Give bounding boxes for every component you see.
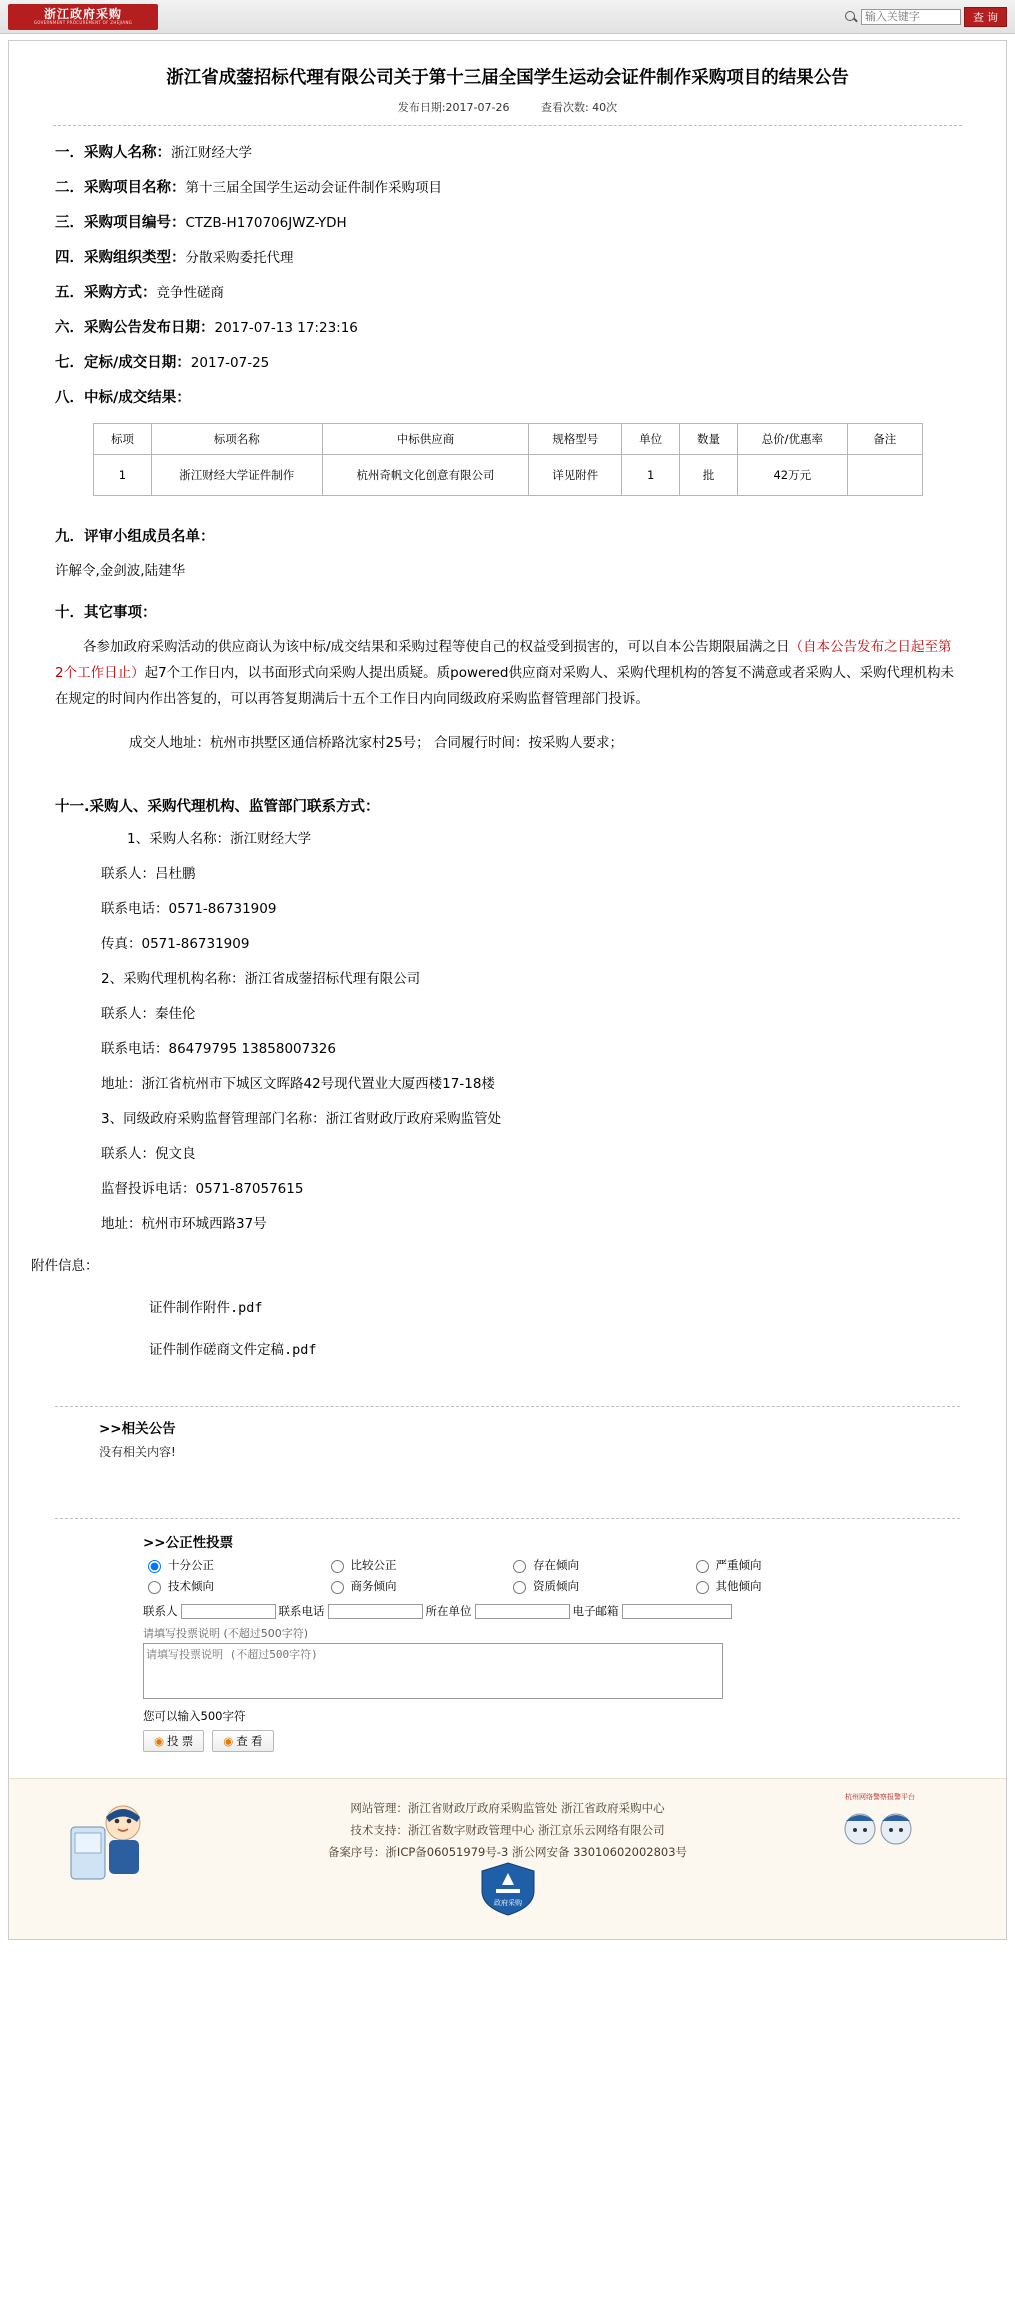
- vote-option-4-label: 严重倾向: [715, 1558, 762, 1572]
- vote-option-6-label: 商务倾向: [350, 1579, 397, 1593]
- attachments-title: 附件信息：: [31, 1258, 99, 1274]
- section-3: [55, 212, 1006, 234]
- th-6: 总价/优惠率: [738, 424, 848, 455]
- vote-view-label: 查 看: [236, 1736, 263, 1748]
- contact-line-4: 传真：0571-86731909: [101, 936, 250, 952]
- footer-line-3-text[interactable]: 备案序号：浙ICP备06051979号-3 浙公网安备 33010602002803号: [327, 1845, 688, 1859]
- section-10-paragraph-2: 成交人地址：杭州市拱墅区通信桥路沈家村25号； 合同履行时间：按采购人要求；: [129, 735, 623, 751]
- section-7-value: 2017-07-25: [190, 355, 270, 371]
- section-7-label: 七．定标/成交日期：: [55, 355, 191, 371]
- contact-line-10: 联系人：倪文良: [101, 1146, 196, 1162]
- site-logo[interactable]: [8, 4, 158, 30]
- vote-radio-8[interactable]: [696, 1581, 709, 1594]
- section-4-label: 四．采购组织类型：: [55, 250, 186, 266]
- vote-title: >>公正性投票: [143, 1535, 234, 1551]
- vote-textarea-hint: 请填写投票说明 (不超过500字符): [143, 1627, 309, 1640]
- contact-line-11: 监督投诉电话：0571-87057615: [101, 1181, 304, 1197]
- section-2: [55, 177, 1006, 199]
- vote-buttons: [143, 1730, 873, 1752]
- section-8-label: 八．中标/成交结果：: [55, 390, 191, 406]
- vote-option-1-label: 十分公正: [168, 1558, 214, 1572]
- article-meta: [9, 99, 1006, 115]
- section-3-value: CTZB-H170706JWZ-YDH: [185, 215, 347, 231]
- attachment-link-1[interactable]: 证件制作附件.pdf: [149, 1300, 263, 1316]
- vote-field-2-label: 联系电话: [278, 1604, 325, 1618]
- td-0-6: 42万元: [738, 455, 848, 496]
- svg-text:政府采购: 政府采购: [493, 1899, 522, 1907]
- td-0-2: 杭州奇帆文化创意有限公司: [322, 455, 529, 496]
- section-5-value: 竞争性磋商: [156, 285, 224, 301]
- vote-email-input[interactable]: [622, 1604, 732, 1619]
- contact-line-1: 1、采购人名称：浙江财经大学: [127, 831, 312, 847]
- section-6: [55, 317, 1006, 339]
- section-6-value: 2017-07-13 17:23:16: [214, 320, 358, 336]
- section-5: [55, 282, 1006, 304]
- section-9-title: 九．评审小组成员名单：: [55, 529, 215, 545]
- vote-option-1[interactable]: [143, 1557, 326, 1573]
- page-title: 浙江省成蓥招标代理有限公司关于第十三届全国学生运动会证件制作采购项目的结果公告: [166, 68, 849, 88]
- section-1-value: 浙江财经大学: [171, 145, 252, 161]
- section-1-label: 一．采购人名称：: [55, 145, 171, 161]
- contact-line-7: 联系电话：86479795 13858007326: [101, 1041, 336, 1057]
- cyber-police-icon[interactable]: [810, 1789, 950, 1869]
- vote-option-2[interactable]: [326, 1557, 509, 1573]
- vote-option-8[interactable]: [691, 1578, 874, 1594]
- section-6-label: 六．采购公告发布日期：: [55, 320, 215, 336]
- para-10-1-a: 各参加政府采购活动的供应商认为该中标/成交结果和采购过程等使自己的权益受到损害的，可以自本公告期限届满之日: [83, 639, 790, 655]
- vote-box: [143, 1531, 873, 1752]
- vote-option-5-label: 技术倾向: [168, 1579, 214, 1593]
- related-title: >>相关公告: [99, 1421, 176, 1437]
- vote-submit-label: 投 票: [167, 1736, 194, 1748]
- view-count: 查看次数: 40次: [540, 101, 618, 114]
- contact-line-3: 联系电话：0571-86731909: [101, 901, 277, 917]
- divider-top: [53, 125, 962, 126]
- footer-line-1: 网站管理：浙江省财政厅政府采购监管处 浙江省政府采购中心: [350, 1801, 665, 1815]
- vote-option-2-label: 比较公正: [350, 1558, 397, 1572]
- vote-contact-phone-input[interactable]: [328, 1604, 423, 1619]
- contact-line-9: 3、同级政府采购监督管理部门名称：浙江省财政厅政府采购监管处: [101, 1111, 502, 1127]
- section-5-label: 五．采购方式：: [55, 285, 157, 301]
- section-2-value: 第十三届全国学生运动会证件制作采购项目: [185, 180, 442, 196]
- vote-option-7[interactable]: [508, 1578, 691, 1594]
- th-7: 备注: [847, 424, 922, 455]
- section-10-paragraph-1: [55, 634, 960, 712]
- vote-option-5[interactable]: [143, 1578, 326, 1594]
- section-1: [55, 142, 1006, 164]
- contact-line-8: 地址：浙江省杭州市下城区文晖路42号现代置业大厦西楼17-18楼: [101, 1076, 495, 1092]
- vote-radio-6[interactable]: [331, 1581, 344, 1594]
- top-bar: [0, 0, 1015, 34]
- svg-text:杭州网络警察报警平台: 杭州网络警察报警平台: [845, 1793, 915, 1801]
- vote-option-8-label: 其他倾向: [715, 1579, 762, 1593]
- vote-contact-name-input[interactable]: [181, 1604, 276, 1619]
- contact-line-6: 联系人：秦佳伦: [101, 1006, 196, 1022]
- vote-option-6[interactable]: [326, 1578, 509, 1594]
- td-0-7: [847, 455, 922, 496]
- td-0-1: 浙江财经大学证件制作: [151, 455, 322, 496]
- site-logo-subtitle: GOVERNMENT PROCUREMENT OF ZHEJIANG: [33, 19, 133, 25]
- section-3-label: 三．采购项目编号：: [55, 215, 186, 231]
- vote-radio-3[interactable]: [513, 1560, 526, 1573]
- site-logo-title: 浙江政府采购: [43, 6, 122, 21]
- search-icon: [844, 10, 858, 24]
- td-0-5: 批: [680, 455, 738, 496]
- td-0-0: 1: [94, 455, 152, 496]
- bullet-icon-2: ◉: [223, 1736, 234, 1748]
- th-3: 规格型号: [529, 424, 622, 455]
- result-table: [93, 423, 923, 496]
- th-0: 标项: [94, 424, 152, 455]
- th-2: 中标供应商: [322, 424, 529, 455]
- vote-option-7-label: 资质倾向: [533, 1579, 579, 1593]
- procurement-shield-icon[interactable]: [478, 1861, 538, 1917]
- vote-radio-7[interactable]: [513, 1581, 526, 1594]
- vote-field-1-label: 联系人: [143, 1604, 178, 1618]
- attachment-link-2[interactable]: 证件制作磋商文件定稿.pdf: [149, 1342, 317, 1358]
- vote-radio-4[interactable]: [696, 1560, 709, 1573]
- section-8: [55, 387, 1006, 409]
- section-4: [55, 247, 1006, 269]
- related-announcements: [55, 1406, 960, 1460]
- vote-company-input[interactable]: [475, 1604, 570, 1619]
- para-10-1-highlight: （自本公告发布之日起至第2个工作日止）: [55, 639, 952, 681]
- vote-option-3[interactable]: [508, 1557, 691, 1573]
- result-table-wrap: [93, 423, 1006, 496]
- search-area: [844, 7, 1007, 27]
- search-input[interactable]: [861, 9, 961, 25]
- contact-line-5: 2、采购代理机构名称：浙江省成蓥招标代理有限公司: [101, 971, 421, 987]
- td-0-3: 详见附件: [529, 455, 622, 496]
- th-4: 单位: [622, 424, 680, 455]
- vote-submit-button[interactable]: [143, 1730, 204, 1752]
- vote-field-4-label: 电子邮箱: [572, 1604, 619, 1618]
- vote-field-3-label: 所在单位: [425, 1604, 472, 1618]
- section-7: [55, 352, 1006, 374]
- bullet-icon: ◉: [154, 1736, 165, 1748]
- vote-radio-1[interactable]: [148, 1560, 161, 1573]
- td-0-4: 1: [622, 455, 680, 496]
- mascot-police-icon: [65, 1787, 157, 1887]
- section-4-value: 分散采购委托代理: [185, 250, 294, 266]
- vote-option-4[interactable]: [691, 1557, 874, 1573]
- vote-char-counter: 您可以输入500字符: [143, 1709, 246, 1723]
- vote-radio-5[interactable]: [148, 1581, 161, 1594]
- section-9-value: 许解令,金剑波,陆建华: [55, 563, 186, 579]
- related-empty-text: 没有相关内容!: [99, 1445, 176, 1459]
- th-5: 数量: [680, 424, 738, 455]
- vote-view-button[interactable]: [212, 1730, 273, 1752]
- fairness-vote-section: [55, 1518, 960, 1752]
- vote-option-3-label: 存在倾向: [533, 1558, 579, 1572]
- table-header-row: [94, 424, 923, 455]
- vote-options: [143, 1557, 873, 1599]
- vote-radio-2[interactable]: [331, 1560, 344, 1573]
- publish-date: 发布日期:2017-07-26: [397, 101, 510, 114]
- section-11-title: 十一.采购人、采购代理机构、监管部门联系方式：: [55, 799, 380, 815]
- th-1: 标项名称: [151, 424, 322, 455]
- contact-line-12: 地址：杭州市环城西路37号: [101, 1216, 267, 1232]
- section-2-label: 二．采购项目名称：: [55, 180, 186, 196]
- para-10-1-b: 起7个工作日内，以书面形式向采购人提出质疑。质powered供应商对采购人、采购代理机构的答复不满意或者采购人、采购代理机构未在规定的时间内作出答复的，可以再答复期满后十五个工作日内向同级政府采购监督管理部门投诉。: [55, 665, 954, 707]
- search-button[interactable]: 查 询: [964, 7, 1007, 27]
- vote-fields: [143, 1603, 873, 1619]
- footer-line-2: 技术支持：浙江省数字财政管理中心 浙江京乐云网络有限公司: [350, 1823, 665, 1837]
- page-footer: [9, 1778, 1006, 1939]
- contact-line-2: 联系人：吕杜鹏: [101, 866, 196, 882]
- content-frame: [8, 40, 1007, 1940]
- vote-comment-textarea[interactable]: [143, 1643, 723, 1699]
- table-row: [94, 455, 923, 496]
- section-10-title: 十．其它事项：: [55, 605, 157, 621]
